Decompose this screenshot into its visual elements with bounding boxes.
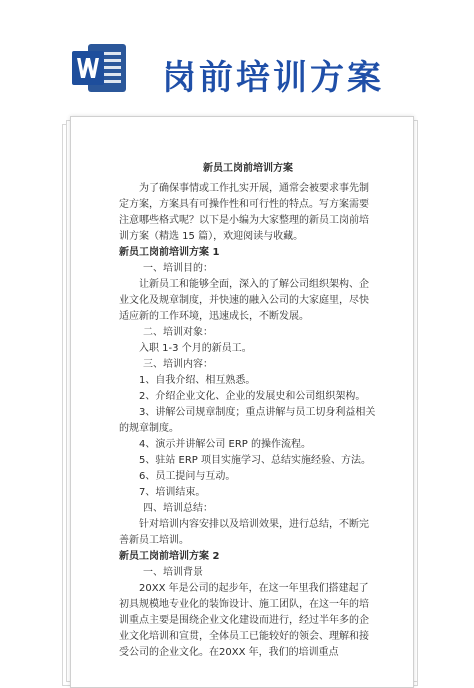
- paragraph: 四、培训总结：: [143, 503, 213, 514]
- paragraph: 为了确保事情或工作扎实开展，通常会被要求事先制定方案，方案具有可操作性和可行性的特点。写方案需要注意哪些格式呢？以下是小编为大家整理的新员工岗前培训方案（精选 15 篇），欢迎阅读与收藏。: [119, 183, 369, 242]
- paragraph: 二、培训对象：: [143, 327, 213, 338]
- paragraph: 6、员工提问与互动。: [139, 471, 236, 482]
- section-heading: 新员工岗前培训方案 1: [119, 247, 220, 258]
- banner-title: 岗前培训方案: [162, 58, 384, 98]
- document-page: [70, 116, 414, 688]
- word-icon: [70, 38, 130, 98]
- banner: [0, 0, 474, 108]
- document-content: [119, 161, 377, 661]
- paragraph: 5、驻站 ERP 项目实施学习、总结实施经验、方法。: [139, 455, 372, 466]
- document-title: 新员工岗前培训方案: [203, 163, 293, 174]
- paragraph: 让新员工和能够全面，深入的了解公司组织架构、企业文化及规章制度，并快速的融入公司的大家庭里，尽快适应新的工作环境，迅速成长，不断发展。: [119, 279, 369, 322]
- paragraph: 入职 1-3 个月的新员工。: [139, 343, 252, 354]
- paragraph: 三、培训内容：: [143, 359, 213, 370]
- paragraph: 2、介绍企业文化、企业的发展史和公司组织架构。: [139, 391, 366, 402]
- paragraph: 7、培训结束。: [139, 487, 206, 498]
- paragraph: 一、培训目的：: [143, 263, 213, 274]
- paragraph: 一、培训背景: [143, 567, 203, 578]
- paragraph: 20XX 年是公司的起步年，在这一年里我们搭建起了初具规模地专业化的装饰设计、施工团队，在这一年的培训重点主要是围绕企业文化建设而进行，经过半年多的企业文化培训和宣贯，全体员工已能较好的领会、理解和接受公司的企业文化。在20XX 年，我们的培训重点: [119, 583, 369, 658]
- paragraph: 3、讲解公司规章制度；重点讲解与员工切身利益相关的规章制度。: [119, 407, 376, 434]
- paragraph: 针对培训内容安排以及培训效果，进行总结，不断完善新员工培训。: [119, 519, 369, 546]
- paragraph: 1、自我介绍、相互熟悉。: [139, 375, 256, 386]
- section-heading: 新员工岗前培训方案 2: [119, 551, 220, 562]
- paragraph: 4、演示并讲解公司 ERP 的操作流程。: [139, 439, 312, 450]
